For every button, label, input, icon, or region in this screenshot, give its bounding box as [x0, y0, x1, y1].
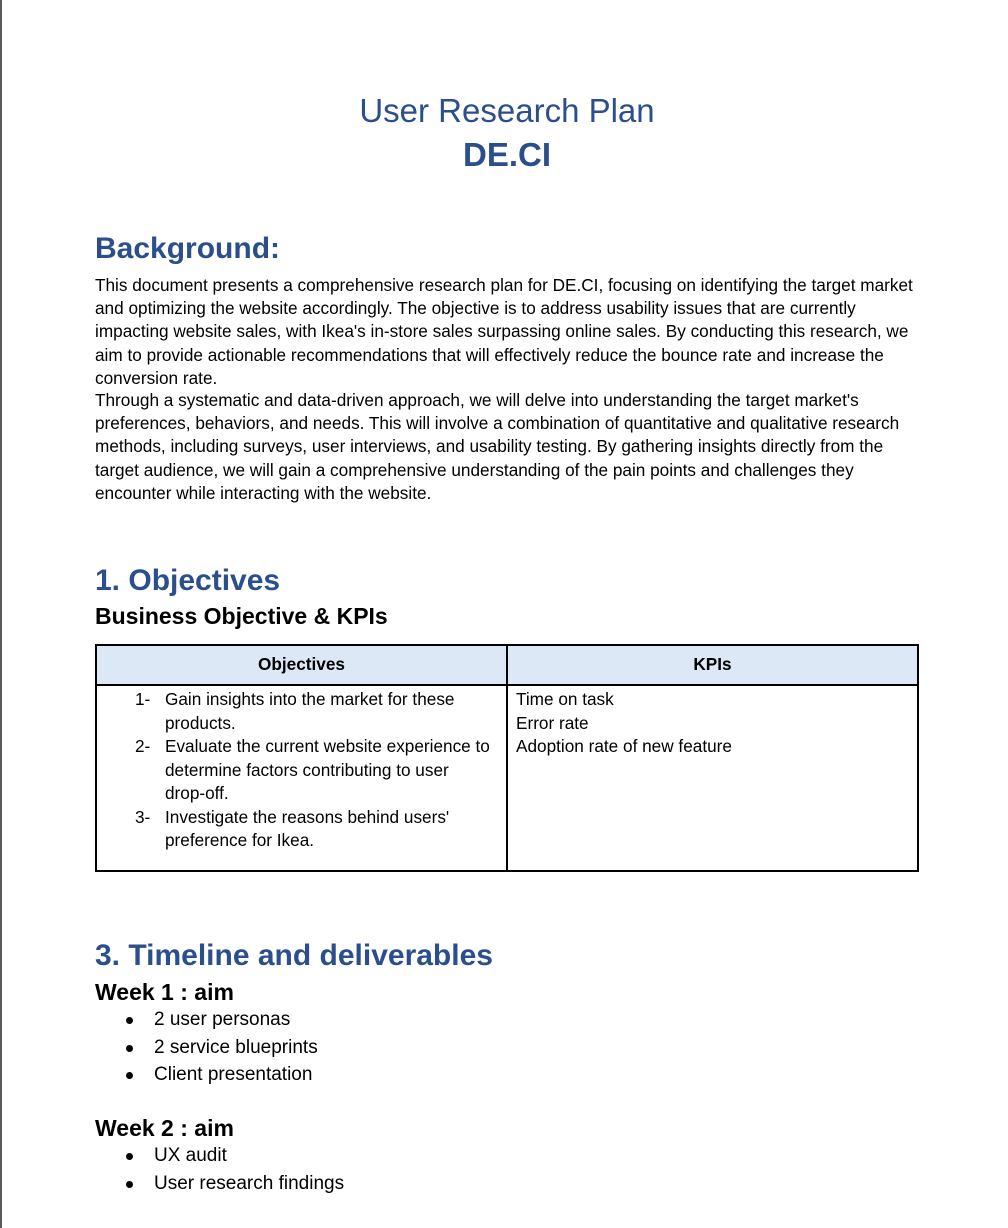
bullet-icon — [126, 1181, 133, 1188]
background-paragraph-1: This document presents a comprehensive research plan for DE.CI, focusing on identifying the target market and optimizing the website accordingly. The objective is to address usability issues that are currently impacting website sales, with Ikea's in-store sales surpassing online sales. By conducting this research, we aim to provide actionable recommendations that will effectively reduce the bounce rate and increase the conversion rate. — [95, 275, 913, 388]
objectives-kpi-table — [95, 644, 919, 872]
page-edge — [0, 0, 2, 1228]
objective-text: Evaluate the current website experience to determine factors contributing to user drop-off. — [165, 736, 490, 803]
week-2-deliverables — [95, 1142, 344, 1197]
bullet-icon — [126, 1153, 133, 1160]
objective-text: Gain insights into the market for these products. — [165, 689, 455, 733]
document-subtitle: DE.CI — [462, 136, 551, 173]
document-title: User Research Plan — [359, 92, 655, 129]
bullet-icon — [126, 1045, 133, 1052]
objective-number: 2- — [135, 736, 151, 756]
deliverable-text: 2 service blueprints — [154, 1036, 318, 1058]
objective-text: Investigate the reasons behind users' preference for Ikea. — [165, 806, 450, 850]
objectives-subheading: Business Objective & KPIs — [95, 603, 388, 629]
deliverable-text: User research findings — [154, 1172, 345, 1194]
table-header-kpis: KPIs — [507, 645, 918, 685]
kpi-list — [508, 686, 917, 759]
list-item — [95, 1006, 318, 1034]
kpi-item: Error rate — [516, 712, 589, 733]
week-1-label: Week 1 : aim — [95, 979, 234, 1005]
kpis-cell — [507, 685, 918, 871]
objective-number: 1- — [135, 689, 151, 709]
bullet-icon — [126, 1017, 133, 1024]
deliverable-text: 2 user personas — [154, 1009, 291, 1030]
list-item — [95, 1061, 318, 1089]
deliverable-text: UX audit — [154, 1145, 227, 1166]
objective-number: 3- — [135, 806, 151, 827]
kpi-item: Adoption rate of new feature — [516, 736, 732, 756]
week-1-deliverables — [95, 1006, 318, 1089]
list-item — [95, 1034, 318, 1062]
background-heading: Background: — [95, 232, 281, 265]
bullet-icon — [126, 1072, 133, 1079]
objectives-cell — [96, 685, 507, 871]
week-2-label: Week 2 : aim — [95, 1115, 234, 1141]
kpi-item: Time on task — [516, 689, 614, 709]
objective-item — [135, 806, 490, 853]
background-paragraph-2: Through a systematic and data-driven approach, we will delve into understanding the target market's preferences, behaviors, and needs. This will involve a combination of quantitative and qualitative research methods, including surveys, user interviews, and usability testing. By gathering insights directly from the target audience, we will gain a comprehensive understanding of the pain points and challenges they encounter while interacting with the website. — [95, 390, 900, 503]
objectives-list — [97, 686, 506, 853]
table-header-row — [96, 645, 918, 685]
objective-item — [135, 688, 490, 735]
deliverable-text: Client presentation — [154, 1064, 313, 1085]
timeline-heading: 3. Timeline and deliverables — [95, 939, 493, 972]
objectives-heading: 1. Objectives — [95, 564, 281, 597]
table-header-objectives: Objectives — [96, 645, 507, 685]
list-item — [95, 1170, 344, 1198]
list-item — [95, 1142, 344, 1170]
objective-item — [135, 735, 490, 806]
table-row — [96, 685, 918, 871]
